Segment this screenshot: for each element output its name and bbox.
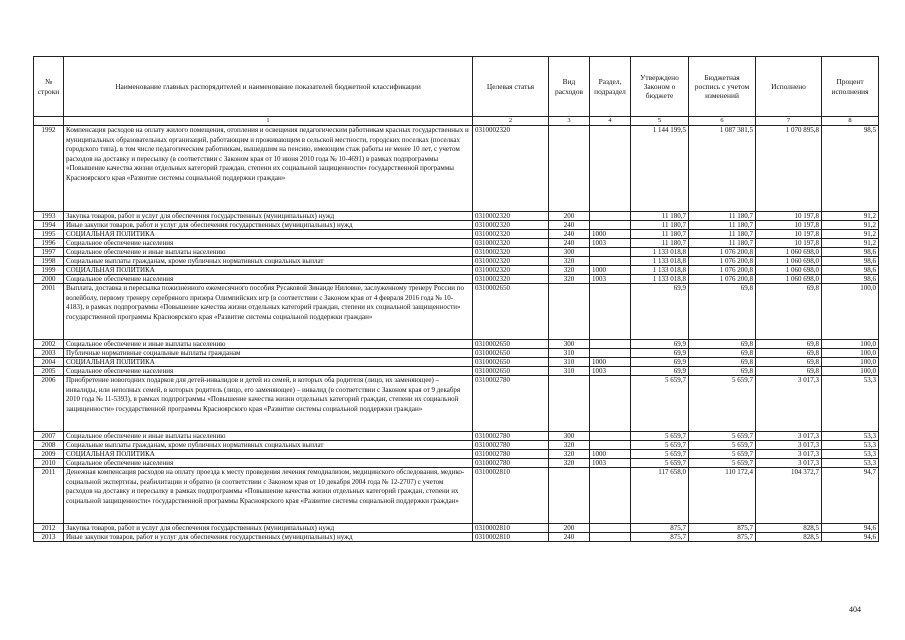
row-schedule: 1 076 200,8 <box>689 275 756 284</box>
row-target-code: 0310002650 <box>473 367 549 376</box>
row-expense-type: 300 <box>549 248 590 257</box>
row-expense-type: 320 <box>549 257 590 266</box>
row-name: Иные закупки товаров, работ и услуг для обеспечения государственных (муниципальных) нужд <box>64 221 473 230</box>
row-section <box>590 441 631 450</box>
row-approved: 5 659,7 <box>631 432 689 441</box>
row-approved: 1 144 199,5 <box>631 126 689 212</box>
table-row <box>34 459 879 468</box>
table-row <box>34 340 879 349</box>
row-approved: 1 133 018,8 <box>631 257 689 266</box>
table-row <box>34 376 879 432</box>
row-executed: 69,8 <box>756 358 822 367</box>
row-number: 2009 <box>34 450 64 459</box>
row-expense-type: 300 <box>549 340 590 349</box>
row-percent: 98,5 <box>822 126 879 212</box>
row-target-code: 0310002650 <box>473 340 549 349</box>
row-name: Социальное обеспечение населения <box>64 275 473 284</box>
row-section: 1000 <box>590 450 631 459</box>
row-percent: 91,2 <box>822 212 879 221</box>
row-target-code: 0310002780 <box>473 441 549 450</box>
row-percent: 53,3 <box>822 432 879 441</box>
row-executed: 1 060 698,0 <box>756 266 822 275</box>
row-number: 2004 <box>34 358 64 367</box>
header-percent: Процент исполнения <box>822 57 879 117</box>
row-name: Социальное обеспечение и иные выплаты населению <box>64 248 473 257</box>
row-approved: 1 133 018,8 <box>631 275 689 284</box>
row-number: 1998 <box>34 257 64 266</box>
row-number: 2011 <box>34 468 64 524</box>
row-approved: 1 133 018,8 <box>631 248 689 257</box>
row-number: 1996 <box>34 239 64 248</box>
row-executed: 1 060 698,0 <box>756 248 822 257</box>
row-percent: 53,3 <box>822 441 879 450</box>
header-row <box>34 57 879 117</box>
row-section: 1000 <box>590 266 631 275</box>
row-schedule: 11 180,7 <box>689 230 756 239</box>
row-section <box>590 221 631 230</box>
table-row <box>34 524 879 533</box>
row-executed: 10 197,8 <box>756 221 822 230</box>
row-approved: 11 180,7 <box>631 230 689 239</box>
row-target-code: 0310002780 <box>473 459 549 468</box>
row-executed: 3 017,3 <box>756 450 822 459</box>
row-name: Иные закупки товаров, работ и услуг для обеспечения государственных (муниципальных) нужд <box>64 533 473 542</box>
row-section <box>590 468 631 524</box>
row-approved: 11 180,7 <box>631 221 689 230</box>
row-schedule: 5 659,7 <box>689 376 756 432</box>
row-expense-type: 320 <box>549 459 590 468</box>
row-section: 1003 <box>590 367 631 376</box>
column-number: 1 <box>64 117 473 126</box>
row-executed: 828,5 <box>756 524 822 533</box>
row-percent: 98,6 <box>822 257 879 266</box>
row-approved: 11 180,7 <box>631 239 689 248</box>
row-expense-type: 240 <box>549 221 590 230</box>
row-expense-type <box>549 468 590 524</box>
row-target-code: 0310002320 <box>473 239 549 248</box>
row-number: 1992 <box>34 126 64 212</box>
row-expense-type: 200 <box>549 212 590 221</box>
header-approved: Утверждено Законом о бюджете <box>631 57 689 117</box>
row-number: 2003 <box>34 349 64 358</box>
row-executed: 3 017,3 <box>756 441 822 450</box>
row-name: СОЦИАЛЬНАЯ ПОЛИТИКА <box>64 230 473 239</box>
row-approved: 5 659,7 <box>631 441 689 450</box>
row-target-code: 0310002320 <box>473 221 549 230</box>
row-executed: 69,8 <box>756 349 822 358</box>
header-name: Наименование главных распорядителей и наименование показателей бюджетной классификации <box>64 57 473 117</box>
table-row <box>34 533 879 542</box>
row-percent: 53,3 <box>822 450 879 459</box>
table-row <box>34 349 879 358</box>
row-schedule: 69,8 <box>689 358 756 367</box>
row-approved: 5 659,7 <box>631 459 689 468</box>
row-expense-type: 320 <box>549 275 590 284</box>
row-target-code: 0310002320 <box>473 266 549 275</box>
row-executed: 10 197,8 <box>756 212 822 221</box>
table-row <box>34 126 879 212</box>
table-row <box>34 266 879 275</box>
row-number: 1995 <box>34 230 64 239</box>
page-number: 404 <box>849 605 861 614</box>
column-number-row <box>34 117 879 126</box>
row-schedule: 110 172,4 <box>689 468 756 524</box>
row-name: Социальное обеспечение населения <box>64 367 473 376</box>
row-approved: 69,9 <box>631 358 689 367</box>
row-executed: 69,8 <box>756 340 822 349</box>
row-section <box>590 284 631 340</box>
row-name: Социальное обеспечение населения <box>64 459 473 468</box>
table-row <box>34 239 879 248</box>
row-executed: 3 017,3 <box>756 376 822 432</box>
row-percent: 98,6 <box>822 266 879 275</box>
row-schedule: 69,8 <box>689 367 756 376</box>
row-name: СОЦИАЛЬНАЯ ПОЛИТИКА <box>64 358 473 367</box>
row-name: Социальные выплаты гражданам, кроме публичных нормативных социальных выплат <box>64 257 473 266</box>
row-executed: 1 060 698,0 <box>756 275 822 284</box>
row-number: 2012 <box>34 524 64 533</box>
row-section: 1000 <box>590 230 631 239</box>
row-schedule: 1 076 200,8 <box>689 266 756 275</box>
row-target-code: 0310002810 <box>473 468 549 524</box>
row-percent: 53,3 <box>822 376 879 432</box>
row-section <box>590 349 631 358</box>
row-schedule: 5 659,7 <box>689 459 756 468</box>
row-number: 1994 <box>34 221 64 230</box>
budget-table <box>33 56 879 542</box>
row-percent: 91,2 <box>822 239 879 248</box>
row-executed: 3 017,3 <box>756 459 822 468</box>
row-percent: 53,3 <box>822 459 879 468</box>
row-target-code: 0310002650 <box>473 349 549 358</box>
row-target-code: 0310002320 <box>473 248 549 257</box>
row-percent: 98,6 <box>822 275 879 284</box>
row-section <box>590 432 631 441</box>
row-percent: 94,6 <box>822 533 879 542</box>
row-section: 1003 <box>590 459 631 468</box>
row-percent: 91,2 <box>822 230 879 239</box>
row-name: Социальное обеспечение и иные выплаты населению <box>64 340 473 349</box>
row-executed: 10 197,8 <box>756 230 822 239</box>
row-number: 2006 <box>34 376 64 432</box>
row-schedule: 69,8 <box>689 349 756 358</box>
row-expense-type <box>549 376 590 432</box>
row-section <box>590 340 631 349</box>
row-percent: 100,0 <box>822 367 879 376</box>
table-row <box>34 221 879 230</box>
row-number: 2010 <box>34 459 64 468</box>
row-approved: 875,7 <box>631 524 689 533</box>
table-row <box>34 284 879 340</box>
column-number: 6 <box>689 117 756 126</box>
row-percent: 100,0 <box>822 340 879 349</box>
row-expense-type: 310 <box>549 358 590 367</box>
table-body <box>34 126 879 542</box>
row-name: СОЦИАЛЬНАЯ ПОЛИТИКА <box>64 450 473 459</box>
row-approved: 69,9 <box>631 284 689 340</box>
row-name: Публичные нормативные социальные выплаты гражданам <box>64 349 473 358</box>
row-name: Выплата, доставка и пересылка пожизненного ежемесячного пособия Русаковой Зинаиде Ниловне, заслуженному тренеру России по волейболу, первому тренеру серебряного призера Олимпийских игр (в соответствии с Законом края от 4 февраля 2016 года № 10-4183), в рамках подпрограммы «Повышение качества жизни отдельных категорий граждан, степени их социальной защищенности» государственной программы Красноярского края «Развитие системы социальной поддержки граждан» <box>64 284 473 340</box>
table-row <box>34 468 879 524</box>
row-number: 2000 <box>34 275 64 284</box>
column-number: 7 <box>756 117 822 126</box>
row-schedule: 5 659,7 <box>689 432 756 441</box>
row-executed: 3 017,3 <box>756 432 822 441</box>
table-row <box>34 450 879 459</box>
row-expense-type: 320 <box>549 441 590 450</box>
column-number: 5 <box>631 117 689 126</box>
row-number: 2008 <box>34 441 64 450</box>
table-row <box>34 248 879 257</box>
row-executed: 69,8 <box>756 284 822 340</box>
row-percent: 100,0 <box>822 284 879 340</box>
row-expense-type: 310 <box>549 367 590 376</box>
table-row <box>34 367 879 376</box>
row-expense-type: 300 <box>549 432 590 441</box>
header-target: Целевая статья <box>473 57 549 117</box>
header-row-no: № строки <box>34 57 64 117</box>
header-razdel: Раздел, подраздел <box>590 57 631 117</box>
table-row <box>34 432 879 441</box>
row-name: Социальное обеспечение и иные выплаты населению <box>64 432 473 441</box>
row-schedule: 11 180,7 <box>689 239 756 248</box>
row-section: 1003 <box>590 275 631 284</box>
row-executed: 10 197,8 <box>756 239 822 248</box>
row-percent: 91,2 <box>822 221 879 230</box>
row-section <box>590 257 631 266</box>
row-expense-type: 240 <box>549 533 590 542</box>
row-approved: 1 133 018,8 <box>631 266 689 275</box>
row-schedule: 875,7 <box>689 533 756 542</box>
row-target-code: 0310002320 <box>473 230 549 239</box>
row-executed: 1 070 895,8 <box>756 126 822 212</box>
row-schedule: 5 659,7 <box>689 450 756 459</box>
row-target-code: 0310002810 <box>473 533 549 542</box>
column-number: 4 <box>590 117 631 126</box>
row-target-code: 0310002810 <box>473 524 549 533</box>
row-executed: 828,5 <box>756 533 822 542</box>
row-expense-type: 320 <box>549 266 590 275</box>
row-target-code: 0310002320 <box>473 257 549 266</box>
row-percent: 100,0 <box>822 358 879 367</box>
row-section <box>590 212 631 221</box>
row-expense-type: 200 <box>549 524 590 533</box>
header-vid: Вид расходов <box>549 57 590 117</box>
row-name: Закупка товаров, работ и услуг для обеспечения государственных (муниципальных) нужд <box>64 524 473 533</box>
table-row <box>34 275 879 284</box>
row-schedule: 69,8 <box>689 284 756 340</box>
table-row <box>34 257 879 266</box>
row-schedule: 1 087 381,5 <box>689 126 756 212</box>
row-target-code: 0310002780 <box>473 432 549 441</box>
row-name: Приобретение новогодних подарков для детей-инвалидов и детей из семей, в которых оба родителя (лицо, их заменяющее) – инвалиды, или неполных семей, в которых родитель (лицо, его заменяющее) – инвалид (в соответствии с Законом края от 9 декабря 2010 года № 11-5393), в рамках подпрограммы «Повышение качества жизни отдельных категорий граждан, степени их социальной защищенности» государственной программы Красноярского края «Развитие системы социальной поддержки граждан» <box>64 376 473 432</box>
row-schedule: 5 659,7 <box>689 441 756 450</box>
row-percent: 94,7 <box>822 468 879 524</box>
column-number: 3 <box>549 117 590 126</box>
row-expense-type <box>549 284 590 340</box>
row-approved: 875,7 <box>631 533 689 542</box>
table-row <box>34 441 879 450</box>
row-section <box>590 524 631 533</box>
row-section <box>590 248 631 257</box>
row-target-code: 0310002650 <box>473 284 549 340</box>
row-approved: 5 659,7 <box>631 376 689 432</box>
row-target-code: 0310002320 <box>473 126 549 212</box>
row-target-code: 0310002780 <box>473 450 549 459</box>
row-schedule: 11 180,7 <box>689 212 756 221</box>
row-section: 1003 <box>590 239 631 248</box>
column-number: 8 <box>822 117 879 126</box>
column-number: 2 <box>473 117 549 126</box>
row-executed: 1 060 698,0 <box>756 257 822 266</box>
row-name: Социальные выплаты гражданам, кроме публичных нормативных социальных выплат <box>64 441 473 450</box>
header-executed: Исполнено <box>756 57 822 117</box>
row-number: 1999 <box>34 266 64 275</box>
row-approved: 117 658,0 <box>631 468 689 524</box>
column-number-blank <box>34 117 64 126</box>
row-expense-type: 240 <box>549 239 590 248</box>
table-row <box>34 358 879 367</box>
table-row <box>34 212 879 221</box>
table-row <box>34 230 879 239</box>
row-schedule: 875,7 <box>689 524 756 533</box>
row-target-code: 0310002650 <box>473 358 549 367</box>
row-number: 1997 <box>34 248 64 257</box>
row-number: 1993 <box>34 212 64 221</box>
row-expense-type: 320 <box>549 450 590 459</box>
row-schedule: 1 076 200,8 <box>689 257 756 266</box>
row-percent: 94,6 <box>822 524 879 533</box>
row-name: Компенсация расходов на оплату жилого помещения, отопления и освещения педагогическим работникам красных государственных и муниципальных образовательных организаций, работающим и проживающим в сельской местности, городских поселках (поселках городского типа), в том числе педагогическим работникам, вышедшим на пенсию, имеющим стаж работы не менее 10 лет, с учетом расходов на доставку и пересылку (в соответствии с Законом края от 10 июня 2010 года № 10-4691) в рамках подпрограммы «Повышение качества жизни отдельных категорий граждан, степени их социальной защищенности» государственной программы Красноярского края «Развитие системы социальной поддержки граждан» <box>64 126 473 212</box>
row-number: 2007 <box>34 432 64 441</box>
row-approved: 5 659,7 <box>631 450 689 459</box>
row-number: 2002 <box>34 340 64 349</box>
row-approved: 11 180,7 <box>631 212 689 221</box>
row-name: Денежная компенсация расходов на оплату проезда к месту проведения лечения гемодиализом, медицинского обследования, медико-социальной экспертизы, реабилитации и обратно (в соответствии с Законом края от 10 декабря 2004 года № 12-2707) с учетом расходов на доставку и пересылку в рамках подпрограммы «Повышение качества жизни отдельных категорий граждан, степени их социальной защищенности» государственной программы Красноярского края «Развитие системы социальной поддержки граждан» <box>64 468 473 524</box>
row-number: 2013 <box>34 533 64 542</box>
row-section <box>590 533 631 542</box>
row-expense-type <box>549 126 590 212</box>
row-percent: 98,6 <box>822 248 879 257</box>
row-target-code: 0310002780 <box>473 376 549 432</box>
row-number: 2005 <box>34 367 64 376</box>
row-name: СОЦИАЛЬНАЯ ПОЛИТИКА <box>64 266 473 275</box>
row-section <box>590 376 631 432</box>
row-schedule: 1 076 200,8 <box>689 248 756 257</box>
header-schedule: Бюджетная роспись с учетом изменений <box>689 57 756 117</box>
row-approved: 69,9 <box>631 349 689 358</box>
row-target-code: 0310002320 <box>473 275 549 284</box>
row-approved: 69,9 <box>631 340 689 349</box>
row-section <box>590 126 631 212</box>
row-percent: 100,0 <box>822 349 879 358</box>
row-number: 2001 <box>34 284 64 340</box>
row-schedule: 11 180,7 <box>689 221 756 230</box>
row-schedule: 69,8 <box>689 340 756 349</box>
row-approved: 69,9 <box>631 367 689 376</box>
row-expense-type: 240 <box>549 230 590 239</box>
row-target-code: 0310002320 <box>473 212 549 221</box>
row-executed: 69,8 <box>756 367 822 376</box>
row-name: Социальное обеспечение населения <box>64 239 473 248</box>
row-executed: 104 372,7 <box>756 468 822 524</box>
row-expense-type: 310 <box>549 349 590 358</box>
row-section: 1000 <box>590 358 631 367</box>
row-name: Закупка товаров, работ и услуг для обеспечения государственных (муниципальных) нужд <box>64 212 473 221</box>
